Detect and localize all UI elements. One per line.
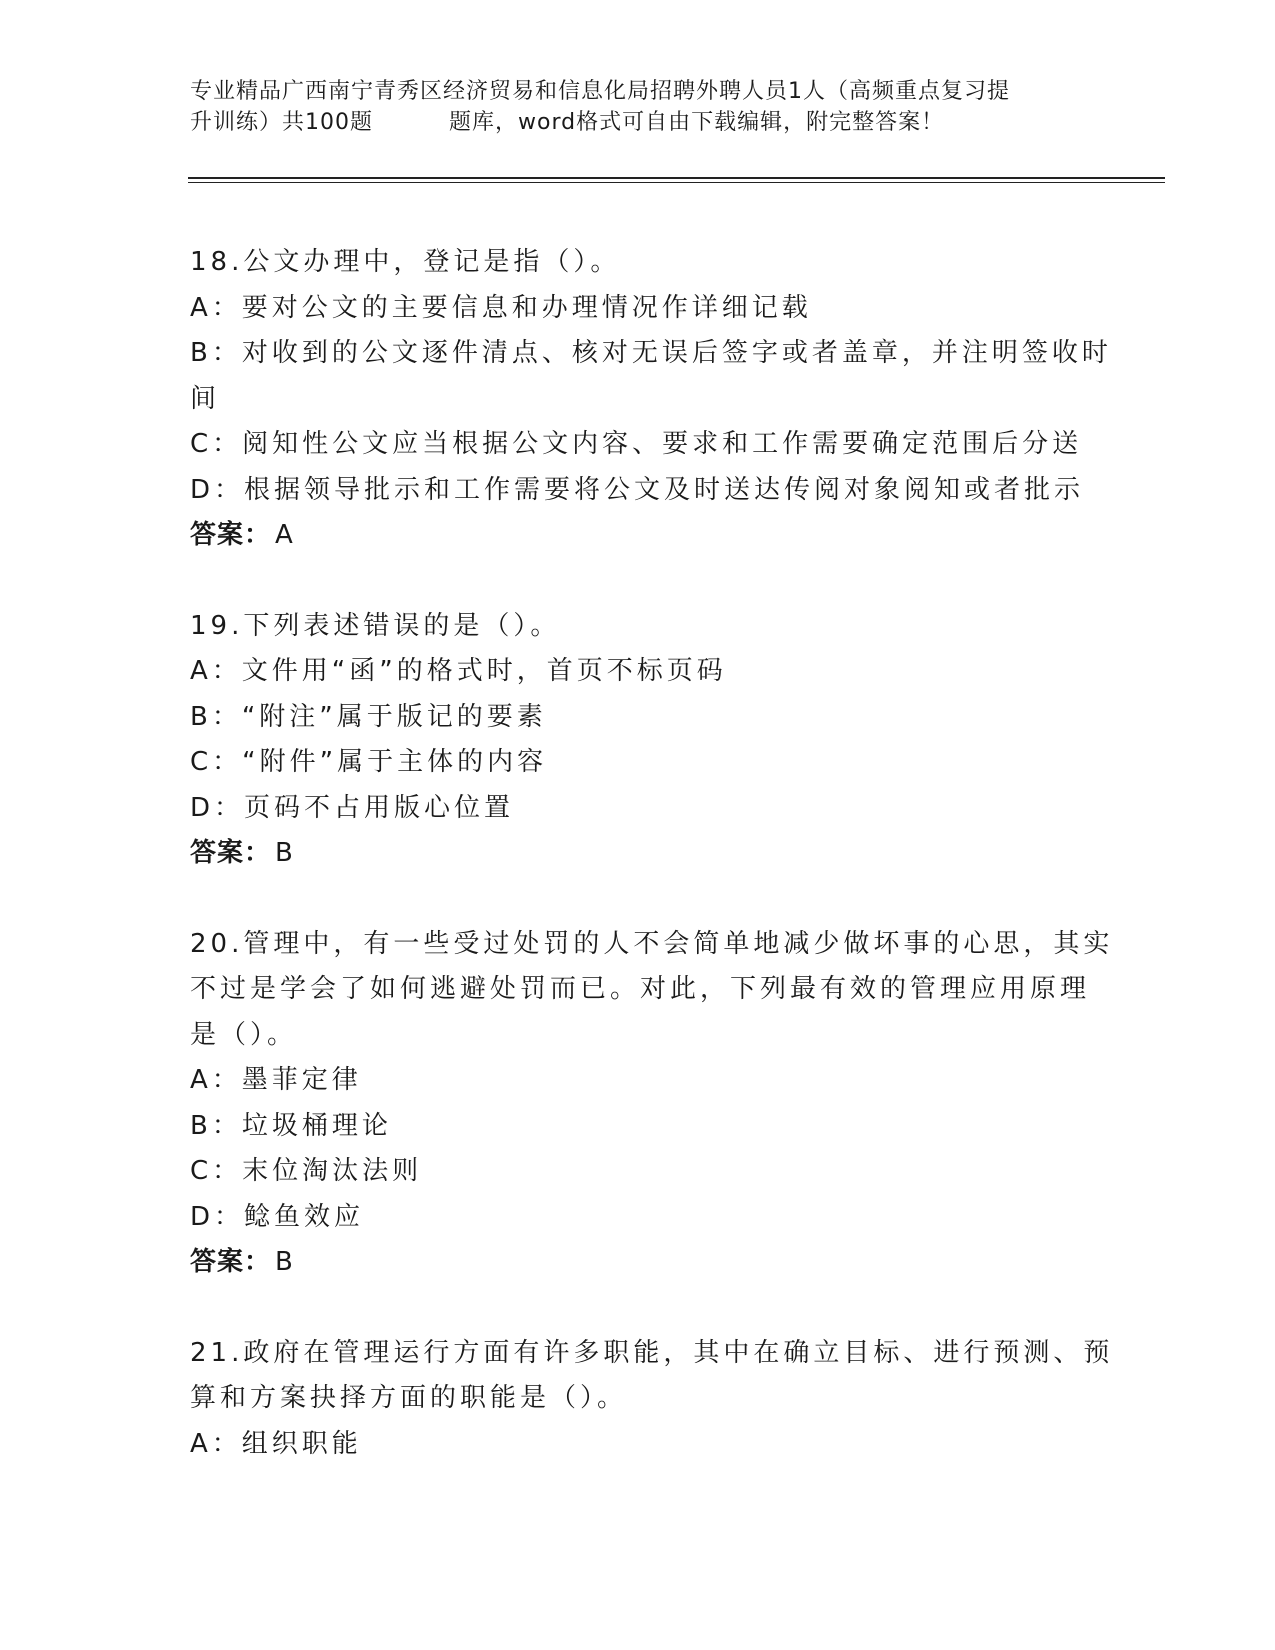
header-rule-thick: [188, 177, 1165, 179]
answer-line: [190, 513, 1090, 559]
question-stem: 19.下列表述错误的是（）。: [190, 610, 561, 641]
option-a: A：组织职能: [190, 1428, 362, 1459]
answer-value: B: [275, 838, 294, 868]
option-a: A：墨菲定律: [190, 1065, 362, 1095]
question-stem-line-2: 不过是学会了如何逃避处罚而已。对此，下列最有效的管理应用原理: [190, 974, 1091, 1004]
option-a: A：文件用“函”的格式时，首页不标页码: [190, 656, 727, 686]
option-c: C：末位淘汰法则: [190, 1156, 423, 1186]
option-b: B：对收到的公文逐件清点、核对无误后签字或者盖章，并注明签收时: [190, 338, 1112, 368]
option-d: D：根据领导批示和工作需要将公文及时送达传阅对象阅知或者批示: [190, 474, 1085, 505]
option-d: D：鲶鱼效应: [190, 1201, 365, 1232]
header-line-1: 专业精品广西南宁青秀区经济贸易和信息化局招聘外聘人员1人（高频重点复习提: [190, 79, 1010, 104]
question-stem-line-2: 算和方案抉择方面的职能是（）。: [190, 1383, 628, 1413]
question-list: [190, 240, 1114, 1512]
answer-label: 答案：: [190, 838, 272, 868]
document-header: [190, 76, 1090, 138]
option-c: C：“附件”属于主体的内容: [190, 747, 548, 777]
question-stem-line-1: 21.政府在管理运行方面有许多职能，其中在确立目标、进行预测、预: [190, 1337, 1114, 1368]
header-line-2-left: 升训练）共100题: [190, 110, 373, 135]
question-stem: 18.公文办理中，登记是指（）。: [190, 247, 621, 277]
question-20: [190, 922, 1114, 1286]
question-21: [190, 1331, 1114, 1468]
question-19: [190, 604, 1090, 877]
answer-line: [190, 1240, 1090, 1286]
header-rule-thin: [188, 182, 1165, 183]
answer-label: 答案：: [190, 520, 272, 550]
option-b: B：“附注”属于版记的要素: [190, 701, 547, 732]
question-stem-line-3: 是（）。: [190, 1019, 298, 1050]
answer-value: A: [275, 520, 294, 550]
option-b-continued: 间: [190, 383, 221, 414]
option-d: D：页码不占用版心位置: [190, 792, 515, 823]
question-18: [190, 240, 1112, 559]
header-line-2-right: 题库，word格式可自由下载编辑，附完整答案！: [449, 110, 945, 135]
option-b: B：垃圾桶理论: [190, 1110, 392, 1141]
answer-label: 答案：: [190, 1247, 272, 1277]
question-stem-line-1: 20.管理中，有一些受过处罚的人不会简单地减少做坏事的心思，其实: [190, 928, 1114, 959]
option-c: C：阅知性公文应当根据公文内容、要求和工作需要确定范围后分送: [190, 429, 1083, 459]
answer-line: [190, 831, 1090, 877]
header-line-2: [190, 107, 1090, 138]
answer-value: B: [275, 1247, 294, 1277]
option-a: A：要对公文的主要信息和办理情况作详细记载: [190, 292, 812, 323]
